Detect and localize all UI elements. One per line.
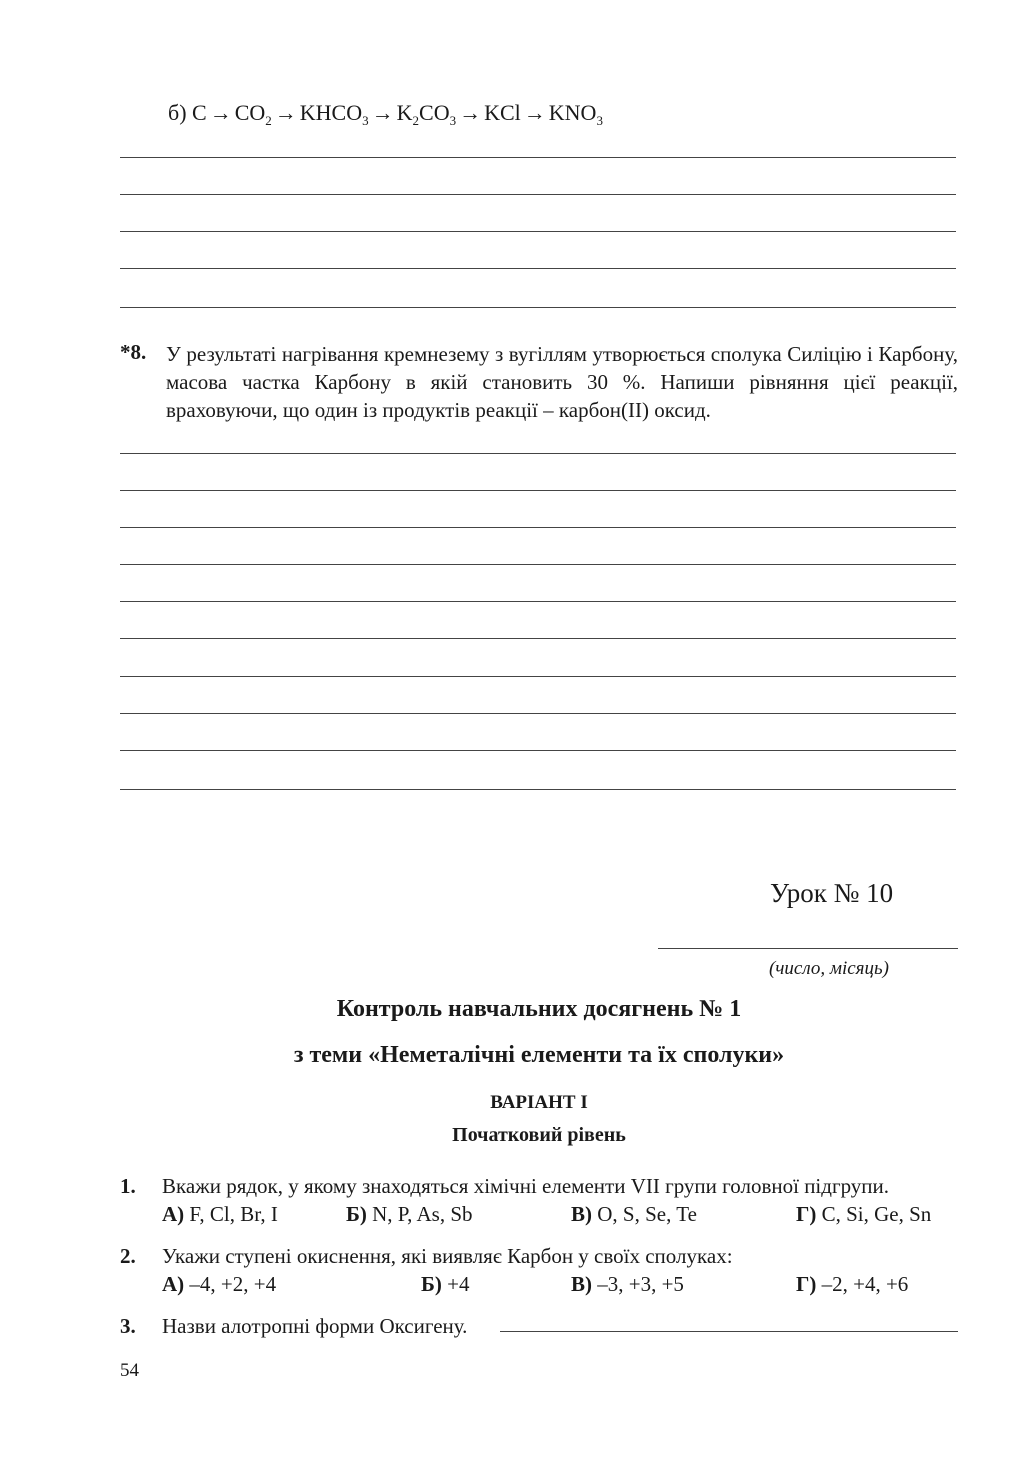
answer-option[interactable]: А) F, Cl, Br, I [162, 1202, 278, 1226]
answer-line[interactable] [120, 750, 956, 751]
page-number: 54 [120, 1360, 139, 1381]
answer-option[interactable]: Г) C, Si, Ge, Sn [796, 1202, 932, 1226]
reaction-chain [168, 100, 603, 126]
chain-label: б) [168, 100, 193, 125]
answer-line[interactable] [120, 676, 956, 677]
chain-step: $KHCO_3$ [299, 100, 369, 128]
answer-line[interactable] [120, 268, 956, 269]
chain-step: $CO_2$ [234, 100, 272, 128]
answer-line[interactable] [120, 231, 956, 232]
answer-line[interactable] [120, 564, 956, 565]
question-number: 1. [120, 1174, 136, 1198]
answer-line[interactable] [120, 527, 956, 528]
arrow-icon: → [459, 100, 482, 125]
answer-line[interactable] [120, 789, 956, 790]
answer-line[interactable] [120, 194, 956, 195]
chain-step: $K_2CO_3$ [396, 100, 457, 128]
variant-heading: ВАРІАНТ І [490, 1092, 588, 1113]
date-caption: (число, місяць) [769, 958, 889, 979]
answer-option[interactable]: Б) N, P, As, Sb [346, 1202, 473, 1226]
arrow-icon: → [274, 100, 297, 125]
answer-line[interactable] [120, 490, 956, 491]
question-text: Вкажи рядок, у якому знаходяться хімічні елементи VII групи головної підгрупи. [162, 1174, 890, 1198]
level-heading: Початковий рівень [452, 1124, 626, 1146]
answer-line[interactable] [120, 307, 956, 308]
question-text: Укажи ступені окиснення, які виявляє Карбон у своїх сполуках: [162, 1244, 733, 1268]
question-text: Назви алотропні форми Оксигену. [162, 1314, 468, 1338]
answer-line[interactable] [500, 1331, 958, 1332]
lesson-title: Урок № 10 [770, 878, 894, 908]
answer-option[interactable]: Б) +4 [421, 1272, 470, 1296]
arrow-icon: → [209, 100, 232, 125]
answer-option[interactable]: Г) –2, +4, +6 [796, 1272, 909, 1296]
arrow-icon: → [523, 100, 546, 125]
answer-option[interactable]: А) –4, +2, +4 [162, 1272, 277, 1296]
answer-line[interactable] [120, 157, 956, 158]
answer-line[interactable] [120, 453, 956, 454]
date-input-line[interactable] [658, 948, 958, 949]
chain-step: C [192, 100, 207, 125]
answer-line[interactable] [120, 601, 956, 602]
answer-line[interactable] [120, 638, 956, 639]
test-subtitle: з теми «Неметалічні елементи та їх сполуки» [293, 1042, 785, 1068]
question-number: 3. [120, 1314, 136, 1338]
answer-line[interactable] [120, 713, 956, 714]
test-title: Контроль навчальних досягнень № 1 [336, 996, 742, 1022]
chain-step: KCl [484, 100, 521, 125]
chain-step: $KNO_3$ [548, 100, 603, 128]
answer-option[interactable]: В) –3, +3, +5 [571, 1272, 684, 1296]
answer-option[interactable]: В) O, S, Se, Te [571, 1202, 697, 1226]
arrow-icon: → [371, 100, 394, 125]
task-number: *8. [120, 340, 147, 364]
task-text: У результаті нагрівання кремнезему з вугіллям утворюється сполука Силіцію і Карбону, масова частка Карбону в якій становить 30 %. Напиши рівняння цієї реакції, враховуючи, що один із продуктів реакції – карбон(II) оксид. [166, 342, 958, 422]
question-number: 2. [120, 1244, 136, 1268]
